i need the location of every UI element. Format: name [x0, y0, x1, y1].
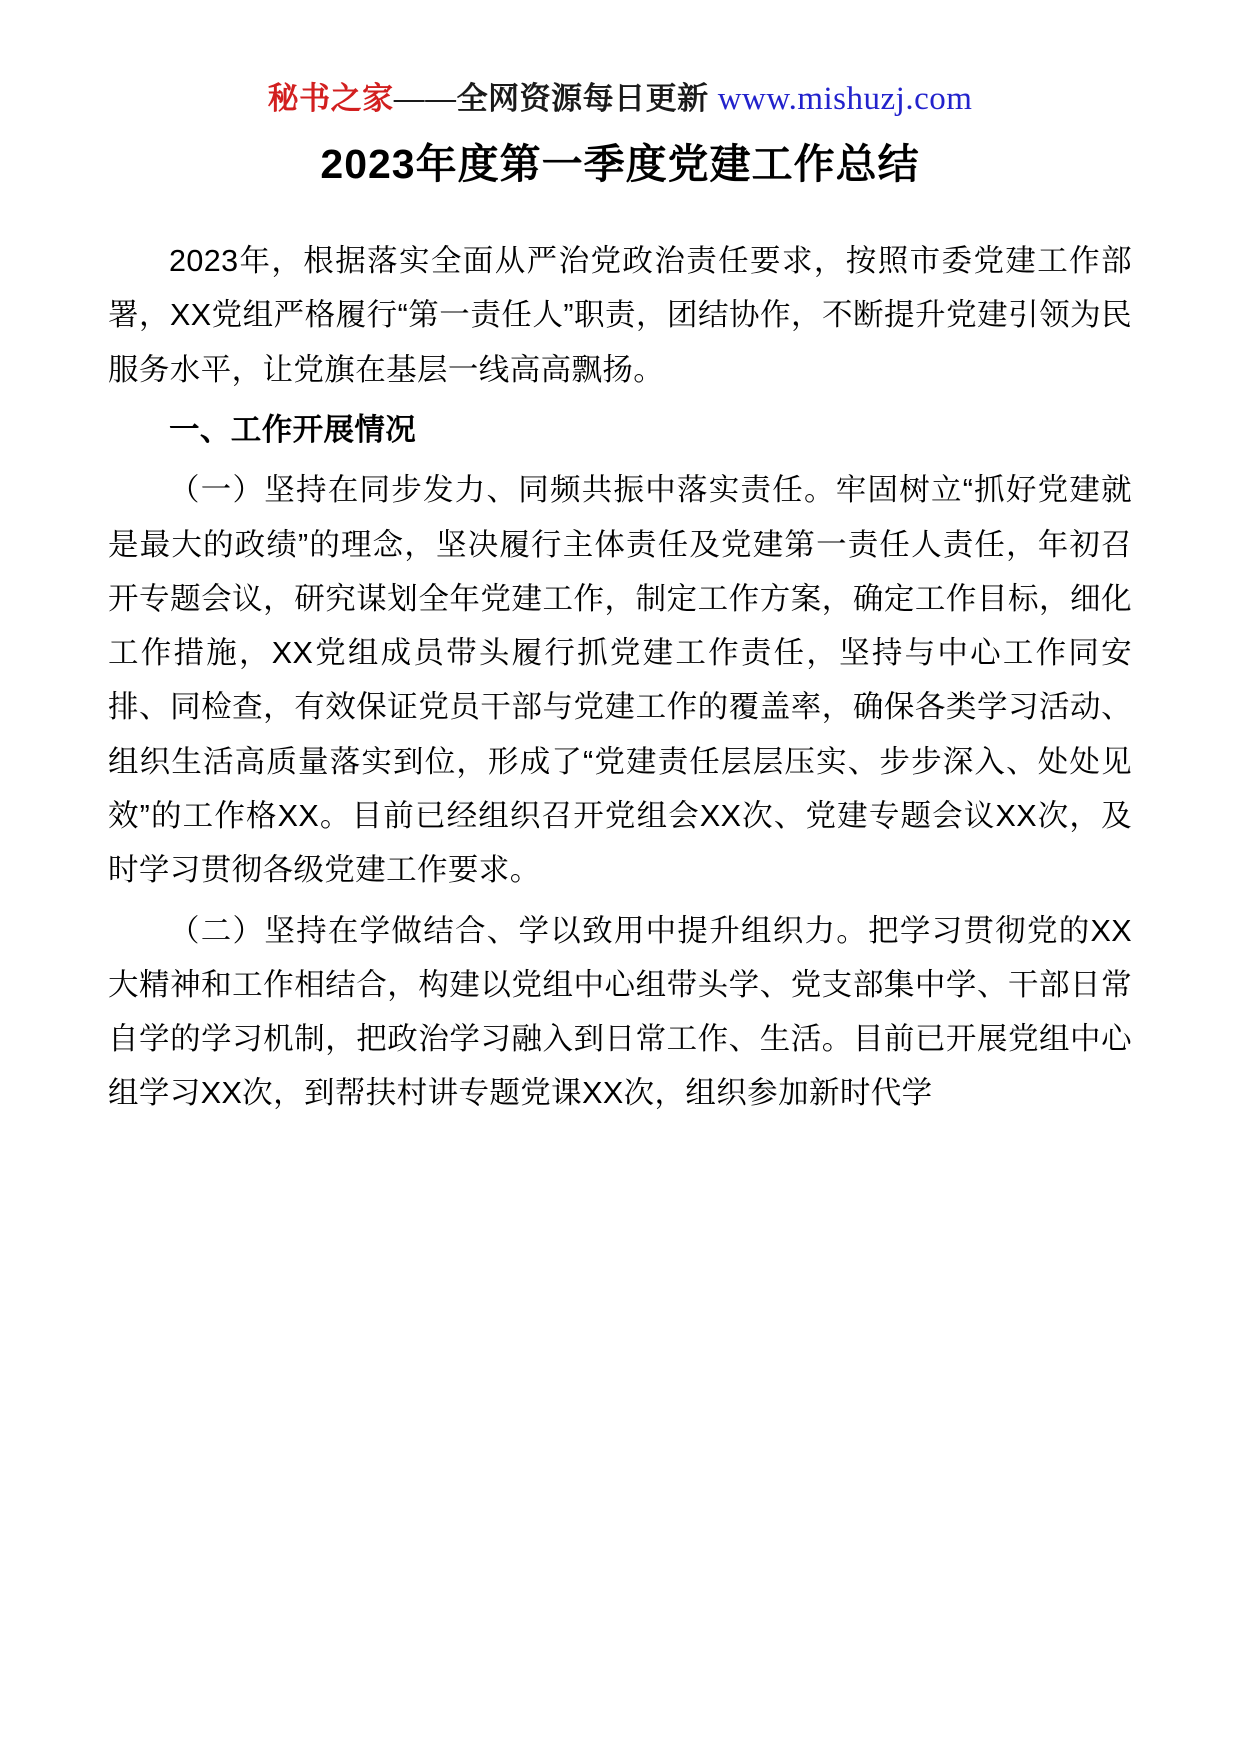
paragraph-section-heading: 一、工作开展情况	[169, 412, 417, 447]
paragraph-item-one: （一）坚持在同步发力、同频共振中落实责任。牢固树立“抓好党建就是最大的政绩”的理念，坚决履行主体责任及党建第一责任人责任，年初召开专题会议，研究谋划全年党建工作，制定工作方案，确定工作目标，细化工作措施，XX党组成员带头履行抓党建工作责任，坚持与中心工作同安排、同检查，有效保证党员干部与党建工作的覆盖率，确保各类学习活动、组织生活高质量落实到位，形成了“党建责任层层压实、步步深入、处处见效”的工作格XX。目前已经组织召开党组会XX次、党建专题会议XX次，及时学习贯彻各级党建工作要求。	[108, 473, 1132, 888]
watermark-brand: 秘书之家	[267, 81, 394, 116]
watermark-dash: ——	[393, 81, 457, 116]
watermark-url[interactable]: www.mishuzj.com	[717, 81, 973, 117]
paragraph-intro: 2023年，根据落实全面从严治党政治责任要求，按照市委党建工作部署，XX党组严格履行“第一责任人”职责，团结协作，不断提升党建引领为民服务水平，让党旗在基层一线高高飘扬。	[108, 244, 1132, 387]
site-watermark	[108, 78, 1132, 121]
watermark-tagline: 全网资源每日更新	[456, 81, 709, 116]
document-body	[108, 234, 1132, 1121]
page-title: 2023年度第一季度党建工作总结	[320, 140, 920, 187]
paragraph-item-two: （二）坚持在学做结合、学以致用中提升组织力。把学习贯彻党的XX大精神和工作相结合，构建以党组中心组带头学、党支部集中学、干部日常自学的学习机制，把政治学习融入到日常工作、生活。目前已开展党组中心组学习XX次，到帮扶村讲专题党课XX次，组织参加新时代学	[108, 913, 1132, 1111]
